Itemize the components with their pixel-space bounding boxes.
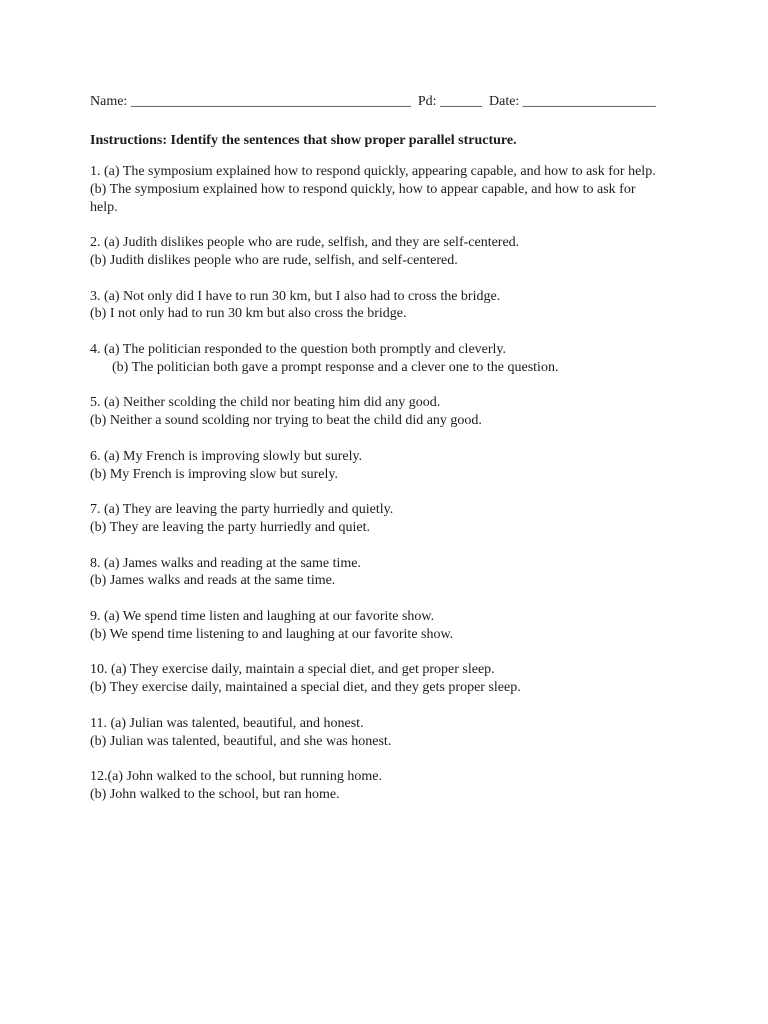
question-12 bbox=[90, 768, 690, 804]
option-b: (b) They are leaving the party hurriedly and quiet. bbox=[90, 519, 371, 535]
option-b: (b) The politician both gave a prompt response and a clever one to the question. bbox=[112, 359, 559, 375]
option-a: 8. (a) James walks and reading at the same time. bbox=[90, 555, 361, 571]
option-a: 2. (a) Judith dislikes people who are rude, selfish, and they are self-centered. bbox=[90, 235, 520, 251]
option-a: 3. (a) Not only did I have to run 30 km, but I also had to cross the bridge. bbox=[90, 288, 501, 304]
option-b: (b) John walked to the school, but ran home. bbox=[90, 786, 340, 802]
option-a: 7. (a) They are leaving the party hurriedly and quietly. bbox=[90, 502, 394, 518]
question-7 bbox=[90, 501, 690, 537]
option-b: (b) James walks and reads at the same time. bbox=[90, 573, 336, 589]
name-pd-date-line: Name: ________________________________________ Pd: ______ Date: ___________________ bbox=[90, 94, 656, 109]
question-3 bbox=[90, 288, 690, 324]
option-b: (b) We spend time listening to and laughing at our favorite show. bbox=[90, 626, 454, 642]
option-b: (b) They exercise daily, maintained a special diet, and they gets proper sleep. bbox=[90, 680, 521, 696]
question-4 bbox=[90, 341, 690, 377]
question-10 bbox=[90, 661, 690, 697]
option-a: 4. (a) The politician responded to the question both promptly and cleverly. bbox=[90, 341, 507, 357]
instructions-heading: Instructions: Identify the sentences that show proper parallel structure. bbox=[90, 133, 517, 148]
option-a: 9. (a) We spend time listen and laughing at our favorite show. bbox=[90, 608, 435, 624]
question-1 bbox=[90, 163, 690, 216]
option-a: 5. (a) Neither scolding the child nor beating him did any good. bbox=[90, 395, 441, 411]
option-a: 10. (a) They exercise daily, maintain a special diet, and get proper sleep. bbox=[90, 662, 495, 678]
option-b: (b) Judith dislikes people who are rude, selfish, and self-centered. bbox=[90, 252, 458, 268]
option-a: 6. (a) My French is improving slowly but surely. bbox=[90, 448, 363, 464]
option-a: 12.(a) John walked to the school, but running home. bbox=[90, 769, 383, 785]
option-a: 1. (a) The symposium explained how to respond quickly, appearing capable, and how to ask for help. bbox=[90, 164, 656, 179]
question-list bbox=[90, 163, 690, 821]
question-9 bbox=[90, 608, 690, 644]
option-b: (b) My French is improving slow but surely. bbox=[90, 466, 338, 482]
option-b: (b) I not only had to run 30 km but also cross the bridge. bbox=[90, 306, 407, 322]
option-a: 11. (a) Julian was talented, beautiful, and honest. bbox=[90, 715, 364, 731]
question-8 bbox=[90, 555, 690, 591]
question-6 bbox=[90, 448, 690, 484]
option-b: (b) Neither a sound scolding nor trying to beat the child did any good. bbox=[90, 413, 482, 429]
question-11 bbox=[90, 715, 690, 751]
option-b: (b) The symposium explained how to respond quickly, how to appear capable, and how to ask for help. bbox=[90, 181, 636, 215]
option-b: (b) Julian was talented, beautiful, and she was honest. bbox=[90, 733, 392, 749]
question-2 bbox=[90, 234, 690, 270]
question-5 bbox=[90, 394, 690, 430]
